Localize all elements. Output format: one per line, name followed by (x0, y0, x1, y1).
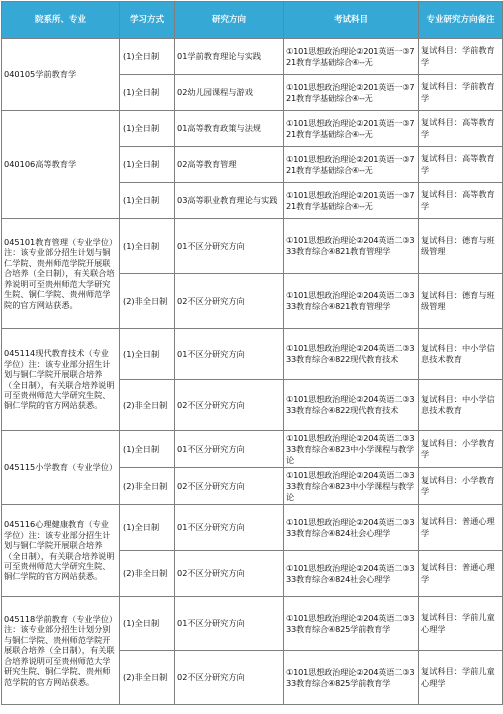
exam-cell: ①101思想政治理论②204英语二③333教育综合④823中小学课程与教学论 (284, 468, 419, 505)
header-note: 专业研究方向备注 (419, 2, 503, 39)
header-direction: 研究方向 (175, 2, 284, 39)
exam-cell: ①101思想政治理论②204英语二③333教育综合④823中小学课程与教学论 (284, 431, 419, 468)
direction-cell: 01高等教育政策与法规 (175, 111, 284, 147)
note-cell: 复试科目：学前教育学 (419, 75, 503, 111)
study-mode-cell: (2)非全日制 (120, 651, 175, 705)
exam-cell: ①101思想政治理论②201英语一③721教育学基础综合④--无 (284, 39, 419, 75)
exam-cell: ①101思想政治理论②204英语二③333教育综合④822现代教育技术 (284, 329, 419, 380)
direction-cell: 02不区分研究方向 (175, 380, 284, 431)
department-cell: 045115小学教育（专业学位） (2, 431, 120, 505)
exam-cell: ①101思想政治理论②204英语二③333教育综合④821教育管理学 (284, 274, 419, 329)
study-mode-cell: (2)非全日制 (120, 274, 175, 329)
direction-cell: 02高等教育管理 (175, 147, 284, 183)
note-cell: 复试科目：小学教育学 (419, 431, 503, 468)
department-cell: 040106高等教育学 (2, 111, 120, 219)
note-cell: 复试科目：学前儿童心理学 (419, 651, 503, 705)
study-mode-cell: (1)全日制 (120, 147, 175, 183)
exam-cell: ①101思想政治理论②201英语一③721教育学基础综合④--无 (284, 75, 419, 111)
direction-cell: 02不区分研究方向 (175, 468, 284, 505)
exam-cell: ①101思想政治理论②201英语一③721教育学基础综合④--无 (284, 111, 419, 147)
note-cell: 复试科目：中小学信息技术教育 (419, 329, 503, 380)
direction-cell: 02不区分研究方向 (175, 274, 284, 329)
department-cell: 045116心理健康教育（专业学位）注：该专业部分招生计划与铜仁学院开展联合培养（全日制），有关联合培养说明可至贵州师范大学研究生院、铜仁学院的官方网站获悉。 (2, 505, 120, 597)
study-mode-cell: (1)全日制 (120, 39, 175, 75)
exam-cell: ①101思想政治理论②204英语二③333教育综合④821教育管理学 (284, 219, 419, 274)
department-cell: 045118学前教育（专业学位）注：该专业部分招生计划分别与铜仁学院、贵州师范学院开展联合培养（全日制），有关联合培养说明可至贵州师范大学研究生院、铜仁学院、贵州师范学院的官方网站获悉。 (2, 597, 120, 705)
exam-cell: ①101思想政治理论②204英语二③333教育综合④825学前教育学 (284, 597, 419, 651)
study-mode-cell: (2)非全日制 (120, 380, 175, 431)
note-cell: 复试科目：中小学信息技术教育 (419, 380, 503, 431)
direction-cell: 01不区分研究方向 (175, 219, 284, 274)
study-mode-cell: (1)全日制 (120, 505, 175, 551)
department-cell: 045114现代教育技术（专业学位）注：该专业部分招生计划与铜仁学院开展联合培养（全日制），有关联合培养说明可至贵州师范大学研究生院、铜仁学院的官方网站获悉。 (2, 329, 120, 431)
study-mode-cell: (1)全日制 (120, 219, 175, 274)
exam-cell: ①101思想政治理论②204英语二③333教育综合④824社会心理学 (284, 551, 419, 597)
note-cell: 复试科目：高等教育学 (419, 147, 503, 183)
department-cell: 045101教育管理（专业学位）注：该专业部分招生计划与铜仁学院、贵州师范学院开展联合培养（全日制），有关联合培养说明可至贵州师范大学研究生院、铜仁学院、贵州师范学院的官方网站获悉。 (2, 219, 120, 329)
direction-cell: 02幼儿园课程与游戏 (175, 75, 284, 111)
direction-cell: 01不区分研究方向 (175, 431, 284, 468)
study-mode-cell: (1)全日制 (120, 75, 175, 111)
table-row (2, 329, 503, 380)
direction-cell: 02不区分研究方向 (175, 551, 284, 597)
direction-cell: 03高等职业教育理论与实践 (175, 183, 284, 219)
header-exam: 考试科目 (284, 2, 419, 39)
direction-cell: 01不区分研究方向 (175, 505, 284, 551)
header-department: 院系所、专业 (2, 2, 120, 39)
admissions-table (1, 1, 503, 705)
exam-cell: ①101思想政治理论②201英语一③721教育学基础综合④--无 (284, 183, 419, 219)
note-cell: 复试科目：高等教育学 (419, 183, 503, 219)
exam-cell: ①101思想政治理论②204英语二③333教育综合④824社会心理学 (284, 505, 419, 551)
study-mode-cell: (1)全日制 (120, 183, 175, 219)
table-row (2, 431, 503, 468)
study-mode-cell: (2)非全日制 (120, 468, 175, 505)
direction-cell: 01不区分研究方向 (175, 329, 284, 380)
note-cell: 复试科目：德育与班级管理 (419, 219, 503, 274)
direction-cell: 01不区分研究方向 (175, 597, 284, 651)
note-cell: 复试科目：普通心理学 (419, 505, 503, 551)
study-mode-cell: (1)全日制 (120, 431, 175, 468)
study-mode-cell: (1)全日制 (120, 597, 175, 651)
direction-cell: 02不区分研究方向 (175, 651, 284, 705)
note-cell: 复试科目：学前儿童心理学 (419, 597, 503, 651)
table-row (2, 597, 503, 651)
table-header-row (2, 2, 503, 39)
note-cell: 复试科目：小学教育学 (419, 468, 503, 505)
direction-cell: 01学前教育理论与实践 (175, 39, 284, 75)
study-mode-cell: (1)全日制 (120, 111, 175, 147)
header-study-mode: 学习方式 (120, 2, 175, 39)
study-mode-cell: (1)全日制 (120, 329, 175, 380)
table-row (2, 505, 503, 551)
note-cell: 复试科目：普通心理学 (419, 551, 503, 597)
note-cell: 复试科目：德育与班级管理 (419, 274, 503, 329)
note-cell: 复试科目：高等教育学 (419, 111, 503, 147)
exam-cell: ①101思想政治理论②204英语二③333教育综合④825学前教育学 (284, 651, 419, 705)
table-row (2, 39, 503, 75)
study-mode-cell: (2)非全日制 (120, 551, 175, 597)
note-cell: 复试科目：学前教育学 (419, 39, 503, 75)
table-row (2, 219, 503, 274)
exam-cell: ①101思想政治理论②201英语一③721教育学基础综合④--无 (284, 147, 419, 183)
department-cell: 040105学前教育学 (2, 39, 120, 111)
table-row (2, 111, 503, 147)
exam-cell: ①101思想政治理论②204英语二③333教育综合④822现代教育技术 (284, 380, 419, 431)
